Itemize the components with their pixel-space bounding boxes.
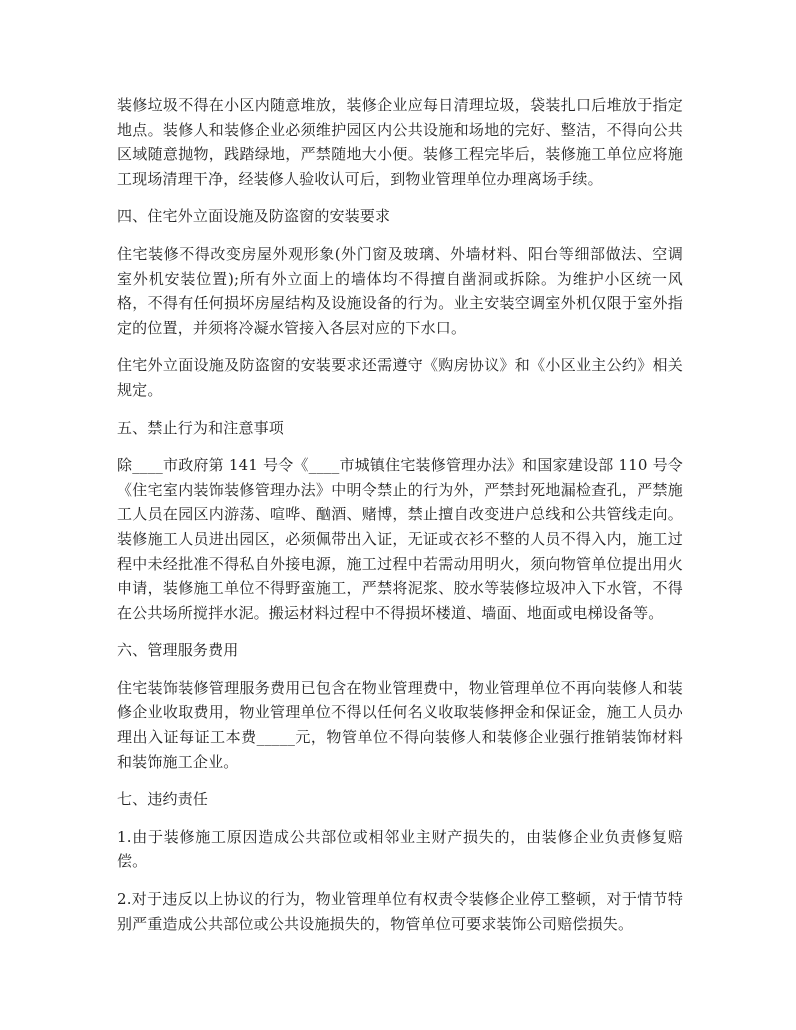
paragraph-liability-2: 2.对于违反以上协议的行为，物业管理单位有权责令装修企业停工整顿，对于情节特别严重造成公共部位或公共设施损失的，物管单位可要求装饰公司赔偿损失。: [117, 890, 683, 933]
paragraph-facade-rules: 住宅装修不得改变房屋外观形象(外门窗及玻璃、外墙材料、阳台等细部做法、空调室外机安装位置);所有外立面上的墙体均不得擅自凿洞或拆除。为维护小区统一风格，不得有任何损坏房屋结构及设施设备的行为。业主安装空调室外机仅限于室外指定的位置，并须将冷凝水管接入各层对应的下水口。: [117, 244, 683, 337]
paragraph-garbage-disposal: 装修垃圾不得在小区内随意堆放，装修企业应每日清理垃圾，袋装扎口后堆放于指定地点。装修人和装修企业必须维护园区内公共设施和场地的完好、整洁，不得向公共区域随意抛物，践踏绿地，严禁随地大小便。装修工程完毕后，装修施工单位应将施工现场清理干净，经装修人验收认可后，到物业管理单位办理离场手续。: [117, 96, 683, 188]
section-heading-facade: 四、住宅外立面设施及防盗窗的安装要求: [117, 207, 391, 226]
section-heading-liability: 七、违约责任: [117, 790, 209, 809]
paragraph-facade-agreements: 住宅外立面设施及防盗窗的安装要求还需遵守《购房协议》和《小区业主公约》相关规定。: [117, 356, 683, 399]
paragraph-service-fees: 住宅装饰装修管理服务费用已包含在物业管理费中，物业管理单位不再向装修人和装修企业收取费用，物业管理单位不得以任何名义收取装修押金和保证金，施工人员办理出入证每证工本费_____元，物管单位不得向装修人和装修企业强行推销装饰材料和装饰施工企业。: [117, 678, 683, 771]
document-page: [117, 93, 683, 949]
paragraph-prohibited-acts: 除____市政府第 141 号令《____市城镇住宅装修管理办法》和国家建设部 110 号令《住宅室内装饰装修管理办法》中明令禁止的行为外，严禁封死地漏检查孔，严禁施工人员在园区内游荡、喧哗、酗酒、赌博，禁止擅自改变进户总线和公共管线走向。装修施工人员进出园区，必须佩带出入证，无证或衣衫不整的人员不得入内，施工过程中未经批准不得私自外接电源，施工过程中若需动用明火，须向物管单位提出用火申请，装修施工单位不得野蛮施工，严禁将泥浆、胶水等装修垃圾冲入下水管，不得在公共场所搅拌水泥。搬运材料过程中不得损坏楼道、墙面、地面或电梯设备等。: [117, 456, 683, 622]
section-heading-prohibited: 五、禁止行为和注意事项: [117, 418, 284, 437]
paragraph-liability-1: 1.由于装修施工原因造成公共部位或相邻业主财产损失的，由装修企业负责修复赔偿。: [117, 827, 683, 871]
section-heading-fees: 六、管理服务费用: [117, 641, 239, 660]
